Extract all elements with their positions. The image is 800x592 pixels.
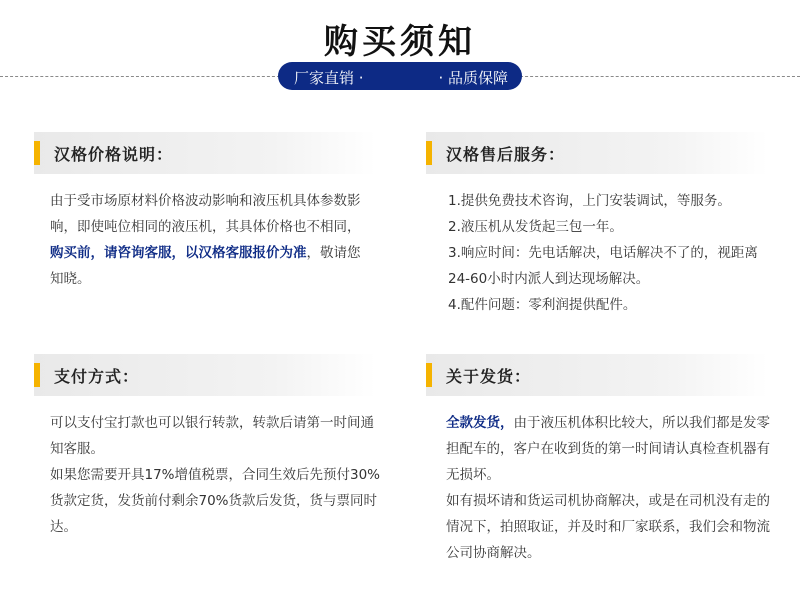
payment-paragraph: 如果您需要开具17%增值税票，合同生效后先预付30%货款定货，发货前付剩余70%货款后发货，货与票同时达。 bbox=[50, 467, 381, 535]
delivery-highlight: 全款发货， bbox=[446, 415, 514, 431]
page-title: 购买须知 bbox=[324, 22, 476, 62]
divider-right bbox=[515, 76, 800, 77]
section-marker bbox=[34, 363, 40, 387]
section-title-payment: 支付方式： bbox=[54, 367, 140, 386]
list-item: 4.配件问题：零利润提供配件。 bbox=[448, 297, 637, 313]
list-item: 2.液压机从发货起三包一年。 bbox=[448, 219, 623, 235]
section-header-after-sales bbox=[426, 132, 768, 174]
divider-left bbox=[0, 76, 285, 77]
price-text: 由于受市场原材料价格波动影响和液压机具体参数影响，即使吨位相同的液压机，其具体价格也不相同， bbox=[50, 193, 361, 235]
list-item: 3.响应时间：先电话解决，电话解决不了的，视距离24-60小时内派人到达现场解决。 bbox=[448, 245, 758, 287]
price-highlight: 购买前，请咨询客服，以汉格客服报价为准 bbox=[50, 245, 307, 261]
delivery-text: 由于液压机体积比较大，所以我们都是发零担配车的，客户在收到货的第一时间请认真检查机器有无损坏。 bbox=[446, 415, 770, 483]
section-header-price bbox=[34, 132, 376, 174]
section-header-payment bbox=[34, 354, 376, 396]
section-title-delivery: 关于发货： bbox=[446, 367, 532, 386]
section-header-delivery bbox=[426, 354, 768, 396]
badge-factory-direct: 厂家直销 · bbox=[294, 69, 364, 87]
payment-paragraph: 可以支付宝打款也可以银行转款，转款后请第一时间通知客服。 bbox=[50, 415, 374, 457]
list-item: 1.提供免费技术咨询，上门安装调试，等服务。 bbox=[448, 193, 731, 209]
price-description bbox=[50, 188, 372, 292]
feature-badge bbox=[278, 62, 522, 90]
section-marker bbox=[426, 141, 432, 165]
section-title-price: 汉格价格说明： bbox=[54, 145, 174, 164]
section-marker bbox=[34, 141, 40, 165]
payment-description bbox=[50, 410, 380, 540]
badge-quality-assurance: · 品质保障 bbox=[438, 69, 508, 87]
section-marker bbox=[426, 363, 432, 387]
delivery-paragraph: 如有损坏请和货运司机协商解决，或是在司机没有走的情况下，拍照取证，并及时和厂家联系，我们会和物流公司协商解决。 bbox=[446, 493, 770, 561]
after-sales-list bbox=[448, 188, 778, 318]
price-text-end: ，敬请您知晓。 bbox=[50, 245, 361, 287]
delivery-description bbox=[446, 410, 776, 566]
section-title-after-sales: 汉格售后服务： bbox=[446, 145, 566, 164]
